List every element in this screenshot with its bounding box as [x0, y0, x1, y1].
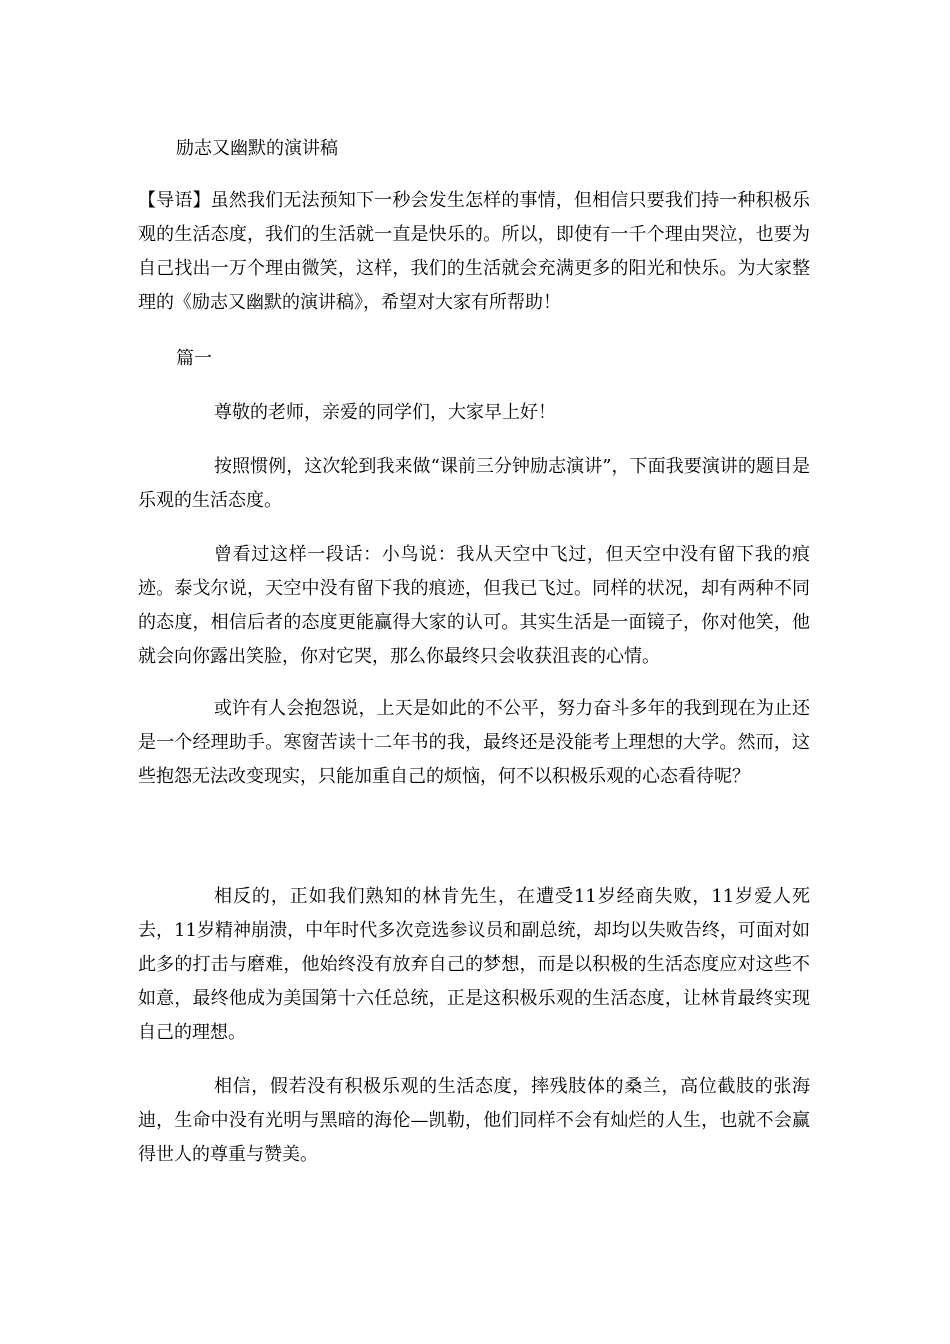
- section-heading: 篇一: [176, 348, 212, 369]
- body-paragraph-greeting: 尊敬的老师，亲爱的同学们，大家早上好！: [214, 402, 556, 423]
- body-paragraph-examples: 相信，假若没有积极乐观的生活态度，摔残肢体的桑兰，高位截肢的张海迪，生命中没有光明与黑暗的海伦—凯勒，他们同样不会有灿烂的人生，也就不会赢得世人的尊重与赞美。: [138, 1076, 810, 1165]
- body-paragraph-bird-tagore: 曾看过这样一段话：小鸟说：我从天空中飞过，但天空中没有留下我的痕迹。泰戈尔说，天空中没有留下我的痕迹，但我已飞过。同样的状况，却有两种不同的态度，相信后者的态度更能赢得大家的认可。其实生活是一面镜子，你对他笑，他就会向你露出笑脸，你对它哭，那么你最终只会收获沮丧的心情。: [138, 544, 810, 667]
- body-paragraph-topic: 按照惯例，这次轮到我来做“课前三分钟励志演讲”，下面我要演讲的题目是乐观的生活态度。: [138, 456, 810, 511]
- intro-paragraph: 【导语】虽然我们无法预知下一秒会发生怎样的事情，但相信只要我们持一种积极乐观的生活态度，我们的生活就一直是快乐的。所以，即使有一千个理由哭泣，也要为自己找出一万个理由微笑，这样，我们的生活就会充满更多的阳光和快乐。为大家整理的《励志又幽默的演讲稿》，希望对大家有所帮助！: [138, 190, 810, 313]
- document-title: 励志又幽默的演讲稿: [176, 138, 338, 159]
- body-paragraph-complaint: 或许有人会抱怨说，上天是如此的不公平，努力奋斗多年的我到现在为止还是一个经理助手。寒窗苦读十二年书的我，最终还是没能考上理想的大学。然而，这些抱怨无法改变现实，只能加重自己的烦恼，何不以积极乐观的心态看待呢？: [138, 698, 810, 787]
- body-paragraph-lincoln: 相反的，正如我们熟知的林肯先生，在遭受11岁经商失败，11岁爱人死去，11岁精神崩溃，中年时代多次竞选参议员和副总统，却均以失败告终，可面对如此多的打击与磨难，他始终没有放弃自己的梦想，而是以积极的生活态度应对这些不如意，最终他成为美国第十六任总统，正是这积极乐观的生活态度，让林肯最终实现自己的理想。: [138, 886, 810, 1043]
